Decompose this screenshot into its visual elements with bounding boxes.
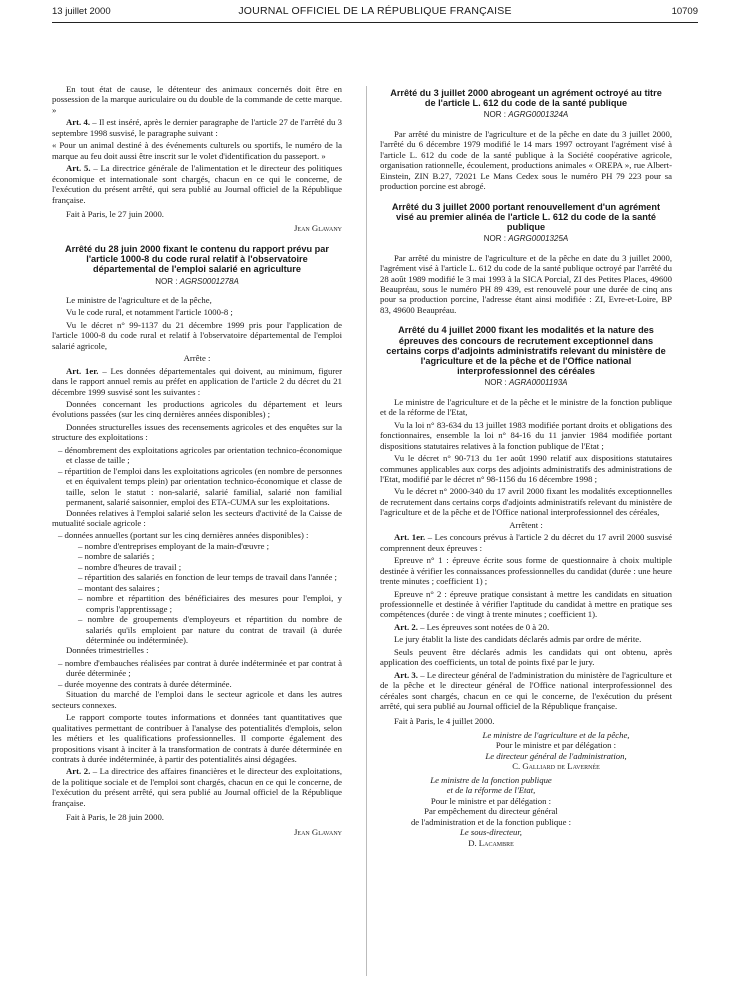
article-text: – Les concours prévus à l'article 2 du décret du 17 avril 2000 susvisé comprennent deux épreuves : xyxy=(380,532,672,553)
article-1 xyxy=(52,366,342,397)
nor-code: AGRG0001324A xyxy=(508,110,569,120)
article-label: Art. 3. xyxy=(394,669,418,680)
nor-reference xyxy=(52,277,342,287)
article-text: – Les épreuves sont notées de 0 à 20. xyxy=(417,621,550,632)
place-date: Fait à Paris, le 4 juillet 2000. xyxy=(394,715,495,726)
decree-heading: Arrêté du 3 juillet 2000 portant renouvellement d'un agrément visé au premier alinéa de l'article L. 612 du code de la santé publique xyxy=(391,201,661,232)
arretent-label: Arrêtent : xyxy=(509,519,543,530)
decree-heading: Arrêté du 3 juillet 2000 abrogeant un agrément octroyé au titre de l'article L. 612 du code de la santé publique xyxy=(390,88,662,109)
signature-name: D. Lacambre xyxy=(468,837,514,848)
paragraph: Vu le décret n° 2000-340 du 17 avril 2000 fixant les modalités exceptionnelles de recrutement dans certains corps d'adjoints administratifs relevant du ministère de l'agriculture et de la pêche et de l'Office national interprofessionnel des céréales, xyxy=(380,486,672,518)
article-label: Art. 2. xyxy=(66,766,91,777)
header-page-number: 10709 xyxy=(671,6,698,17)
list-item: – répartition des salariés en fonction de leur temps de travail dans l'année ; xyxy=(78,572,337,583)
list-item: – montant des salaires ; xyxy=(78,582,160,593)
paragraph: Epreuve n° 2 : épreuve pratique consistant à mettre les candidats en situation professionnelle et destinée à vérifier l'aptitude du candidat à mettre en pratique ses compétences (durée : de vingt à trente minutes ; coefficient 1). xyxy=(380,588,672,620)
list-item: – données annuelles (portant sur les cinq dernières années disponibles) : xyxy=(58,530,309,541)
article-label: Art. 1er. xyxy=(394,532,426,543)
paragraph: Vu la loi n° 83-634 du 13 juillet 1983 modifiée portant droits et obligations des fonctionnaires, ensemble la loi n° 84-16 du 11 janvier 1984 modifiée portant dispositions statutaires relatives à la fonction publique de l'Etat ; xyxy=(380,419,672,451)
signature-name: C. Galliard de Lavernée xyxy=(512,761,600,772)
article-1 xyxy=(380,532,672,553)
paragraph: En tout état de cause, le détenteur des animaux concernés doit être en possession de la marque auriculaire ou du double de la commande de cette marque. » xyxy=(52,84,342,115)
column-divider xyxy=(366,86,367,976)
signature: Jean Glavany xyxy=(294,223,342,234)
article-label: Art. 5. xyxy=(66,163,91,174)
signature-line: Pour le ministre et par délégation : xyxy=(430,795,552,806)
article-label: Art. 1er. xyxy=(66,365,99,376)
nor-reference xyxy=(380,378,672,388)
paragraph: Le ministre de l'agriculture et de la pêche, xyxy=(66,294,212,305)
right-column xyxy=(380,88,672,848)
article-text: – Le directeur général de l'administration du ministère de l'agriculture et de la pêche et le directeur général de l'Office national interprofessionnel des céréales sont chargés, chacun en ce qui le concerne, de l'exécution du présent arrêté, qui sera publié au Journal officiel de la République française. xyxy=(380,669,672,712)
paragraph: Situation du marché de l'emploi dans le secteur agricole et dans les autres secteurs connexes. xyxy=(52,689,342,710)
nor-label: NOR : xyxy=(483,234,509,244)
paragraph: Vu le décret n° 90-713 du 1er août 1990 relatif aux dispositions statutaires communes applicables aux corps des adjoints administratifs des administrations de l'Etat, modifié par le décret n° 98-1156 du 16 décembre 1998 ; xyxy=(380,453,672,484)
paragraph: Le ministre de l'agriculture et de la pêche et le ministre de la fonction publique et de la réforme de l'Etat, xyxy=(380,396,672,418)
article-4 xyxy=(52,117,342,138)
nor-label: NOR : xyxy=(155,276,180,286)
article-2 xyxy=(380,622,672,632)
paragraph: Données structurelles issues des recensements agricoles et des enquêtes sur la structure des exploitations : xyxy=(52,421,342,443)
signature-line: Le ministre de la fonction publique xyxy=(430,774,552,785)
nor-code: AGRS0001278A xyxy=(179,276,239,286)
list xyxy=(52,530,342,540)
paragraph: Par arrêté du ministre de l'agriculture et de la pêche en date du 3 juillet 2000, l'agrément visé à l'article L. 612 du code de la santé publique octroyé par l'arrêté du 28 août 1989 modifié le 3 mai 1993 à la SICA Porcial, ZI des Petites Places, 49600 Beaupréau, sous le numéro PH 89 439, est renouvelé pour une durée de cinq ans pour sa production porcine, l'adresse étant ainsi modifiée : ZI, Evre-et-Loire, BP 83, 49600 Beaupréau. xyxy=(380,252,672,315)
article-text: – Il est inséré, après le dernier paragraphe de l'article 27 de l'arrêté du 3 septembre 1998 susvisé, le paragraphe suivant : xyxy=(52,117,342,138)
paragraph: Le rapport comporte toutes informations et données tant quantitatives que qualitatives permettant de contribuer à l'analyse des potentialités d'emplois, selon les métiers et les qualifications professionnelles. Il comporte également des propositions visant à inciter à la transformation de contrats à durée déterminée en contrats à durée indéterminée, à partir des potentialités ainsi dégagées. xyxy=(52,712,342,764)
place-date: Fait à Paris, le 28 juin 2000. xyxy=(66,812,164,823)
nor-code: AGRG0001325A xyxy=(508,234,569,244)
list-item: – nombre de groupements d'employeurs et répartition du nombre de salariés qu'ils emploient par nature du contrat de travail (à durée déterminée ou indéterminée). xyxy=(78,614,342,645)
signature-line: de l'administration et de la fonction publique : xyxy=(410,816,572,827)
paragraph: Données concernant les productions agricoles du département et leurs évolutions passées (sur les cinq dernières années disponibles) ; xyxy=(52,399,342,420)
list xyxy=(52,658,342,689)
nor-label: NOR : xyxy=(483,110,509,120)
arrete-label: Arrête : xyxy=(183,353,211,364)
article-text: – La directrice générale de l'alimentation et le directeur des politiques économique et internationale sont chargés, chacun en ce qui le concerne, de l'exécution du présent arrêté, qui sera publié au Journal officiel de la République française. xyxy=(52,163,343,205)
paragraph: Le jury établit la liste des candidats déclarés admis par ordre de mérite. xyxy=(394,634,642,645)
list xyxy=(52,445,342,508)
signature-line: Pour le ministre et par délégation : xyxy=(495,740,617,751)
decree-heading: Arrêté du 4 juillet 2000 fixant les modalités et la nature des épreuves des concours de recrutement exceptionnel dans certains corps d'adjoints administratifs relevant du ministère de l'agriculture et de la pêche et de l'Office national interprofessionnel des céréales xyxy=(386,325,666,377)
list-item: – nombre et répartition des bénéficiaires des mesures pour l'emploi, y compris l'apprentissage ; xyxy=(78,593,342,614)
list-item: – nombre d'heures de travail ; xyxy=(78,561,182,572)
page-header xyxy=(52,6,698,20)
article-text: – Les données départementales qui doivent, au minimum, figurer dans le rapport annuel remis au préfet en application de l'article 2 du décret du 21 décembre 1999 susvisé sont les suivantes : xyxy=(52,365,343,397)
article-2 xyxy=(52,766,342,808)
sub-list xyxy=(52,541,342,646)
list-item: – nombre d'embauches réalisées par contrat à durée indéterminée et par contrat à durée déterminée ; xyxy=(58,657,342,679)
decree-heading: Arrêté du 28 juin 2000 fixant le contenu du rapport prévu par l'article 1000-8 du code rural relatif à l'observatoire départemental de l'emploi salarié en agriculture xyxy=(65,243,329,275)
header-title: JOURNAL OFFICIEL DE LA RÉPUBLIQUE FRANÇAISE xyxy=(238,5,512,17)
paragraph: Données trimestrielles : xyxy=(66,645,149,656)
signature: Jean Glavany xyxy=(294,826,342,837)
signature-block xyxy=(380,730,672,848)
signature-line: Le sous-directeur, xyxy=(460,827,522,838)
list-item: – dénombrement des exploitations agricoles par orientation technico-économique et classe de taille ; xyxy=(58,444,342,466)
article-3 xyxy=(380,670,672,712)
header-rule xyxy=(52,22,698,23)
paragraph: Vu le code rural, et notamment l'article 1000-8 ; xyxy=(66,307,233,318)
nor-reference xyxy=(380,110,672,120)
header-date: 13 juillet 2000 xyxy=(52,6,111,17)
nor-label: NOR : xyxy=(484,378,509,388)
signature-line: et de la réforme de l'Etat, xyxy=(446,785,536,796)
article-text: – La directrice des affaires financières et le directeur des exploitations, de la politique sociale et de l'emploi sont chargés, chacun en ce qui le concerne, de l'exécution du présent arrêté, qui sera publié au Journal officiel de la République française. xyxy=(52,766,342,808)
article-label: Art. 2. xyxy=(394,621,418,632)
nor-reference xyxy=(380,234,672,244)
article-5 xyxy=(52,163,342,205)
paragraph: Par arrêté du ministre de l'agriculture et de la pêche en date du 3 juillet 2000, l'arrêté du 6 décembre 1979 modifié le 14 mars 1997 octroyant l'agrément visé à l'article L. 612 du code de la santé publique à la Société coopérative agricole, organisation rationnelle, écoulement, productions animales « OREPA », rue Albert-Einstein, ZIN B.27, 72021 Le Mans Cedex sous le numéro PH 79 223 pour sa production porcine est abrogé. xyxy=(380,128,672,192)
signature-line: Le directeur général de l'administration, xyxy=(485,750,627,761)
signature-line: Le ministre de l'agriculture et de la pêche, xyxy=(482,729,630,740)
signature-line: Par empêchement du directeur général xyxy=(424,806,558,817)
paragraph: Seuls peuvent être déclarés admis les candidats qui ont obtenu, après application des coefficients, un total de points fixé par le jury. xyxy=(380,646,672,668)
paragraph: « Pour un animal destiné à des événements culturels ou sportifs, le numéro de la marque au feu doit aussi être inscrit sur le volet d'identification du passeport. » xyxy=(52,140,342,161)
list-item: – nombre de salariés ; xyxy=(78,551,155,562)
paragraph: Vu le décret n° 99-1137 du 21 décembre 1999 pris pour l'application de l'article 1000-8 du code rural et relatif à l'observatoire départemental de l'emploi salarié agricole, xyxy=(52,319,342,351)
left-column xyxy=(52,84,342,845)
article-label: Art. 4. xyxy=(66,117,91,128)
nor-code: AGRA0001193A xyxy=(508,378,568,388)
list-item: – nombre d'entreprises employant de la main-d'œuvre ; xyxy=(78,540,270,551)
place-date: Fait à Paris, le 27 juin 2000. xyxy=(66,208,164,219)
paragraph: Données relatives à l'emploi salarié selon les secteurs d'activité de la Caisse de mutualité sociale agricole : xyxy=(52,507,342,529)
paragraph: Epreuve n° 1 : épreuve écrite sous forme de questionnaire à choix multiple destinée à vérifier les connaissances professionnelles du candidat (durée : une heure trente minutes ; coefficient 1) ; xyxy=(380,555,672,587)
list-item: – durée moyenne des contrats à durée déterminée. xyxy=(58,678,232,689)
list-item: – répartition de l'emploi dans les exploitations agricoles (en nombre de personnes et en équivalent temps plein) par orientation technico-économique et classe de taille, selon le statut : non-salarié, salarié familial, salarié non familial permanent, salarié saisonnier, emploi des ETA-CUMA sur les exploitations. xyxy=(58,465,342,508)
